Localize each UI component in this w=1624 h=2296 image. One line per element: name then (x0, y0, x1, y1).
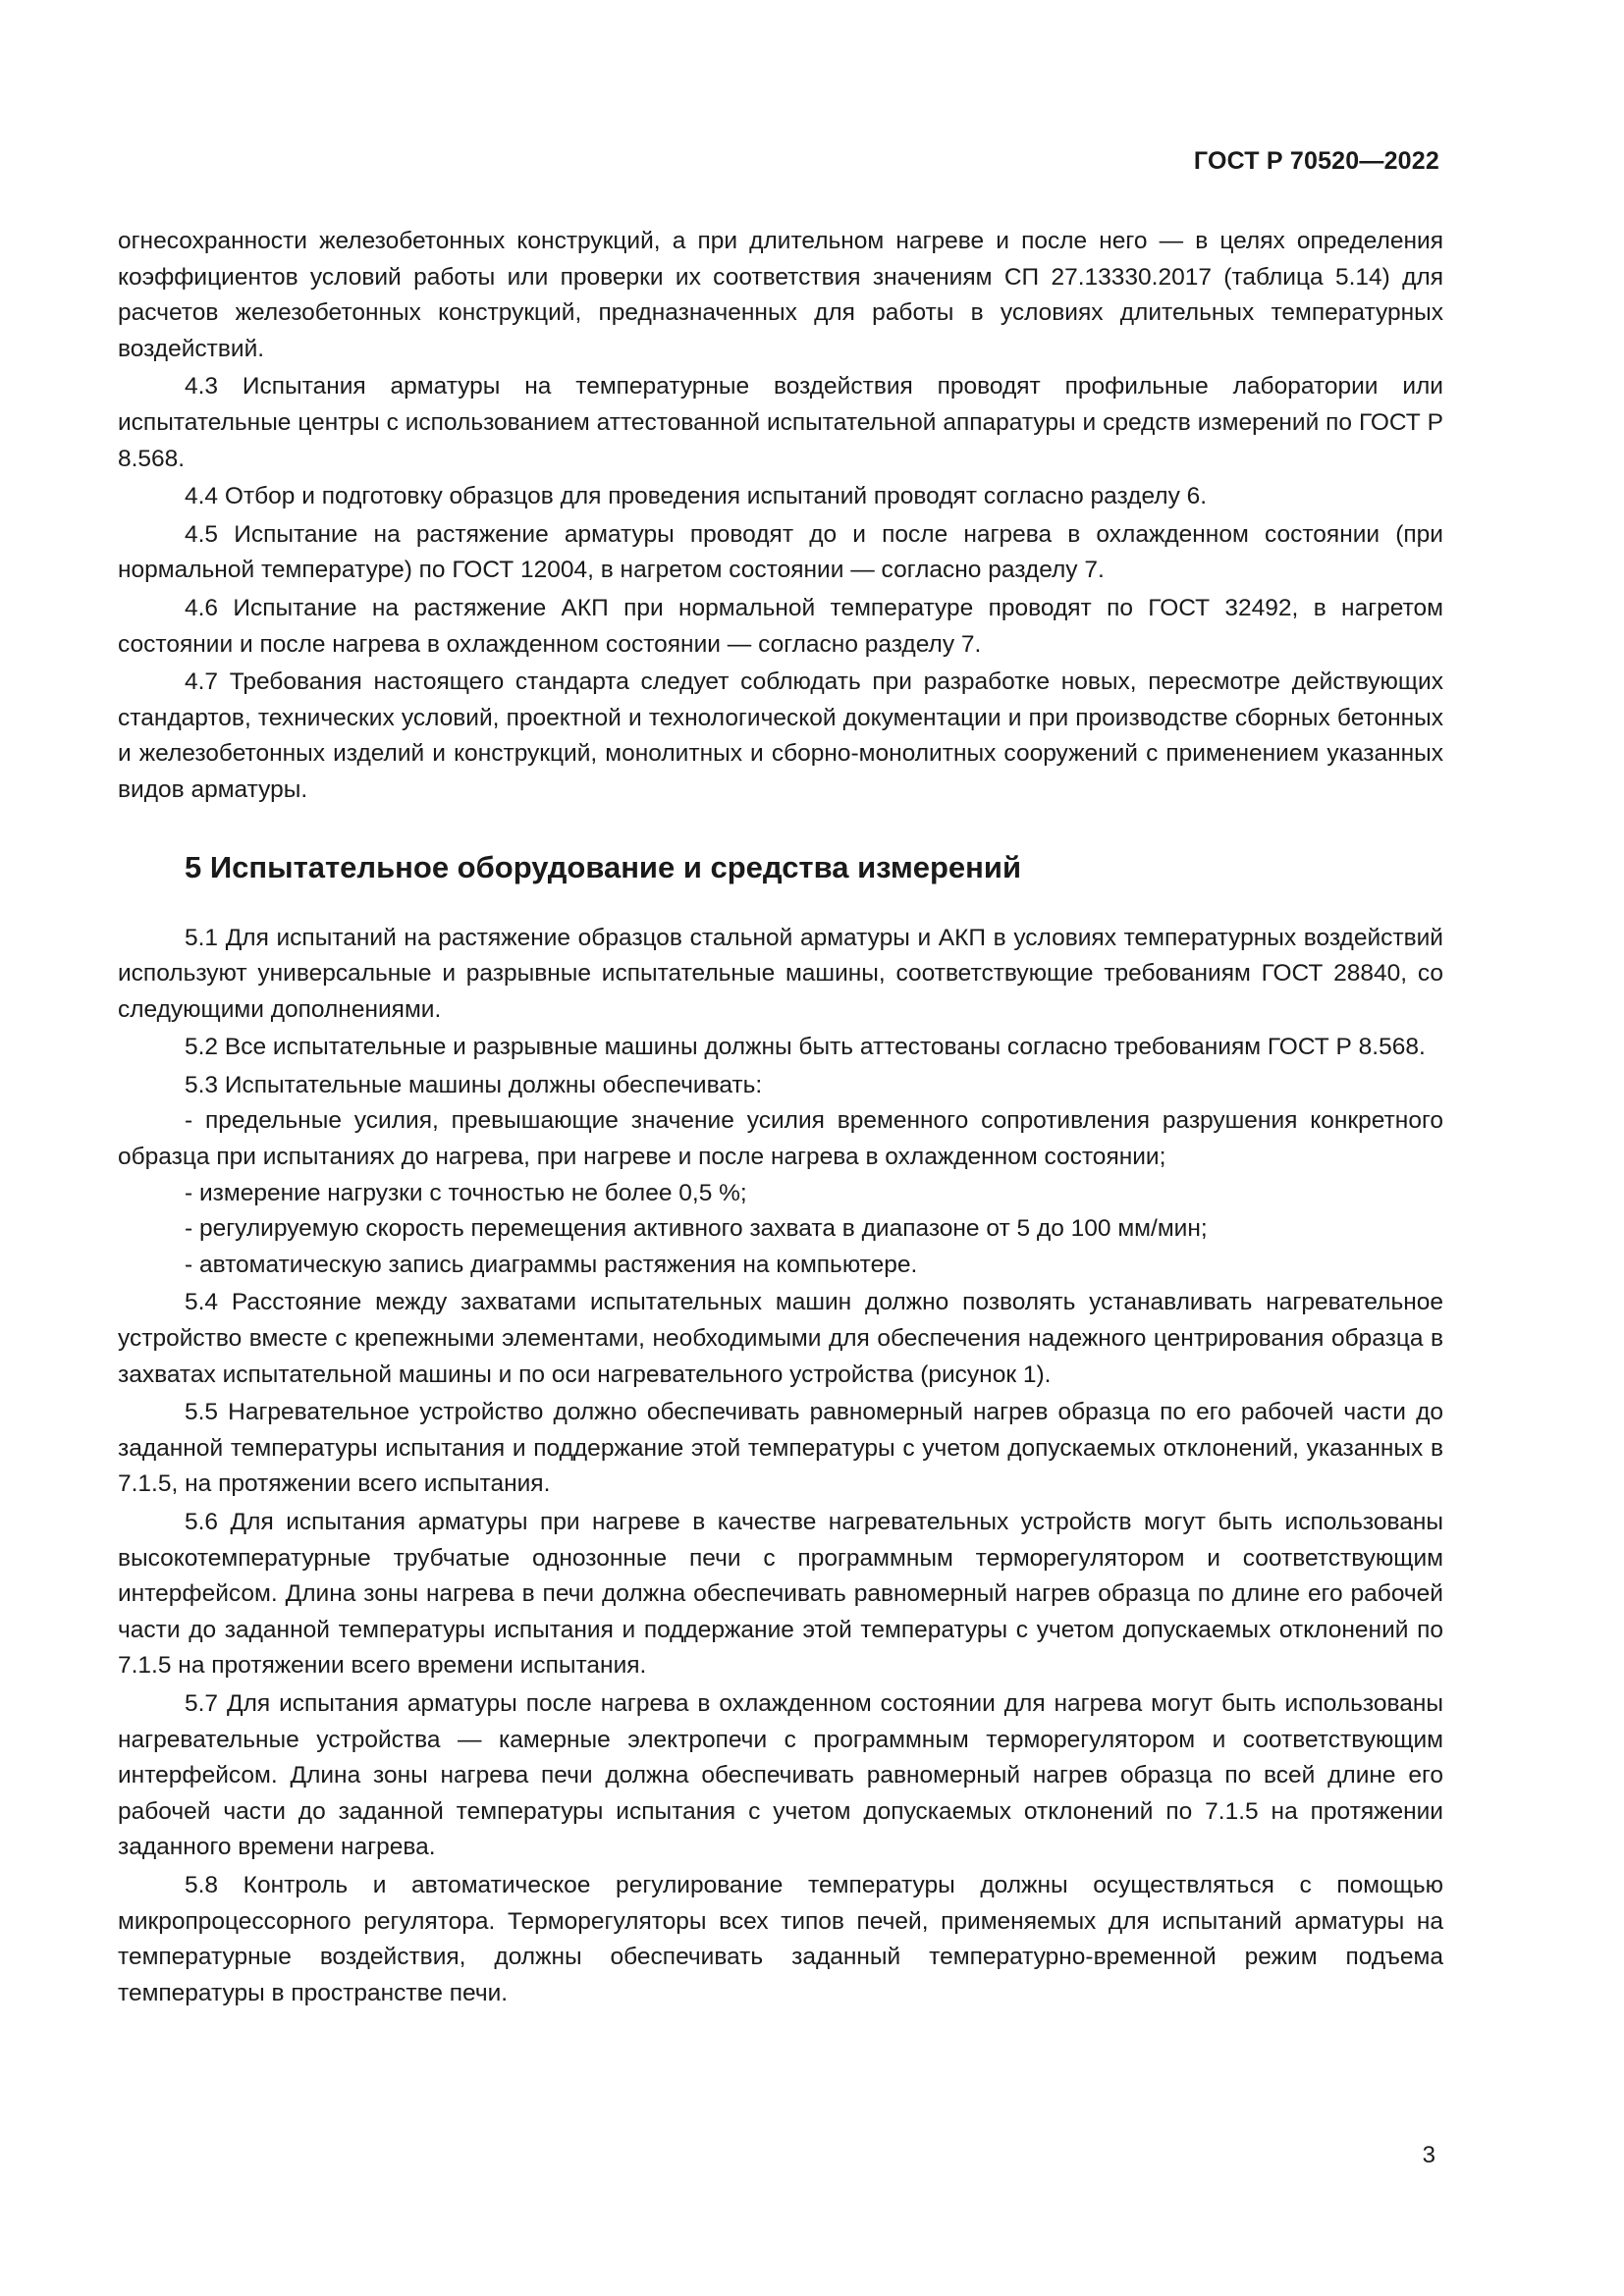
paragraph-4-7: 4.7 Требования настоящего стандарта следует соблюдать при разработке новых, пересмотре действующих стандартов, технических условий, проектной и технологической документации и при производстве сборных бетонных и железобетонных изделий и конструкций, монолитных и сборно-монолитных сооружений с применением указанных видов арматуры. (118, 668, 1443, 803)
paragraph-5-6: 5.6 Для испытания арматуры при нагреве в качестве нагревательных устройств могут быть использованы высокотемпературные трубчатые однозонные печи с программным терморегулятором и соответствующим интерфейсом. Длина зоны нагрева в печи должна обеспечивать равномерный нагрев образца по длине его рабочей части до заданной температуры испытания и поддержание этой температуры с учетом допускаемых отклонений по 7.1.5 на протяжении всего времени испытания. (118, 1509, 1443, 1680)
paragraph-5-4: 5.4 Расстояние между захватами испытательных машин должно позволять устанавливать нагревательное устройство вместе с крепежными элементами, необходимыми для обеспечения надежного центрирования образца в захватах испытательной машины и по оси нагревательного устройства (рисунок 1). (118, 1289, 1443, 1388)
paragraph-5-8: 5.8 Контроль и автоматическое регулирование температуры должны осуществляться с помощью микропроцессорного регулятора. Терморегуляторы всех типов печей, применяемых для испытаний арматуры на температурные воздействия, должны обеспечивать заданный температурно-временной режим подъема температуры в пространстве печи. (118, 1871, 1443, 2006)
paragraph-5-3: 5.3 Испытательные машины должны обеспечивать: (185, 1071, 763, 1098)
section-5-heading: 5 Испытательное оборудование и средства измерений (185, 849, 1022, 884)
list-item-5-3-c: - регулируемую скорость перемещения активного захвата в диапазоне от 5 до 100 мм/мин; (185, 1215, 1208, 1243)
paragraph-4-6: 4.6 Испытание на растяжение АКП при нормальной температуре проводят по ГОСТ 32492, в нагретом состоянии и после нагрева в охлажденном состоянии — согласно разделу 7. (118, 594, 1443, 658)
paragraph-5-1: 5.1 Для испытаний на растяжение образцов стальной арматуры и АКП в условиях температурных воздействий используют универсальные и разрывные испытательные машины, соответствующие требованиям ГОСТ 28840, со следующими дополнениями. (118, 924, 1443, 1023)
list-item-5-3-b: - измерение нагрузки с точностью не более 0,5 %; (185, 1179, 747, 1206)
list-item-5-3-a: - предельные усилия, превышающие значение усилия временного сопротивления разрушения конкретного образца при испытаниях до нагрева, при нагреве и после нагрева в охлажденном состоянии; (118, 1107, 1443, 1171)
paragraph-4-4: 4.4 Отбор и подготовку образцов для проведения испытаний проводят согласно разделу 6. (185, 483, 1208, 510)
paragraph-5-7: 5.7 Для испытания арматуры после нагрева в охлажденном состоянии для нагрева могут быть использованы нагревательные устройства — камерные электропечи с программным терморегулятором и соответствующим интерфейсом. Длина зоны нагрева печи должна обеспечивать равномерный нагрев образца по всей длине его рабочей части до заданной температуры испытания с учетом допускаемых отклонений по 7.1.5 на протяжении заданного времени нагрева. (118, 1689, 1443, 1861)
paragraph-5-5: 5.5 Нагревательное устройство должно обеспечивать равномерный нагрев образца по его рабочей части до заданной температуры испытания и поддержание этой температуры с учетом допускаемых отклонений, указанных в 7.1.5, на протяжении всего испытания. (118, 1399, 1443, 1498)
paragraph-4-3: 4.3 Испытания арматуры на температурные воздействия проводят профильные лаборатории или испытательные центры с использованием аттестованной испытательной аппаратуры и средств измерений по ГОСТ Р 8.568. (118, 373, 1443, 472)
paragraph-4-5: 4.5 Испытание на растяжение арматуры проводят до и после нагрева в охлажденном состоянии (при нормальной температуре) по ГОСТ 12004, в нагретом состоянии — согласно разделу 7. (118, 520, 1443, 584)
list-item-5-3-d: - автоматическую запись диаграммы растяжения на компьютере. (185, 1251, 918, 1278)
page-body (118, 224, 1443, 2011)
paragraph-5-2: 5.2 Все испытательные и разрывные машины должны быть аттестованы согласно требованиям ГОСТ Р 8.568. (185, 1034, 1426, 1061)
document-id: ГОСТ Р 70520—2022 (1193, 147, 1439, 175)
page-number: 3 (1422, 2142, 1435, 2168)
paragraph-4-2-continuation: огнесохранности железобетонных конструкций, а при длительном нагреве и после него — в целях определения коэффициентов условий работы или проверки их соответствия значениям СП 27.13330.2017 (таблица 5.14) для расчетов железобетонных конструкций, предназначенных для работы в условиях длительных температурных воздействий. (118, 228, 1443, 362)
